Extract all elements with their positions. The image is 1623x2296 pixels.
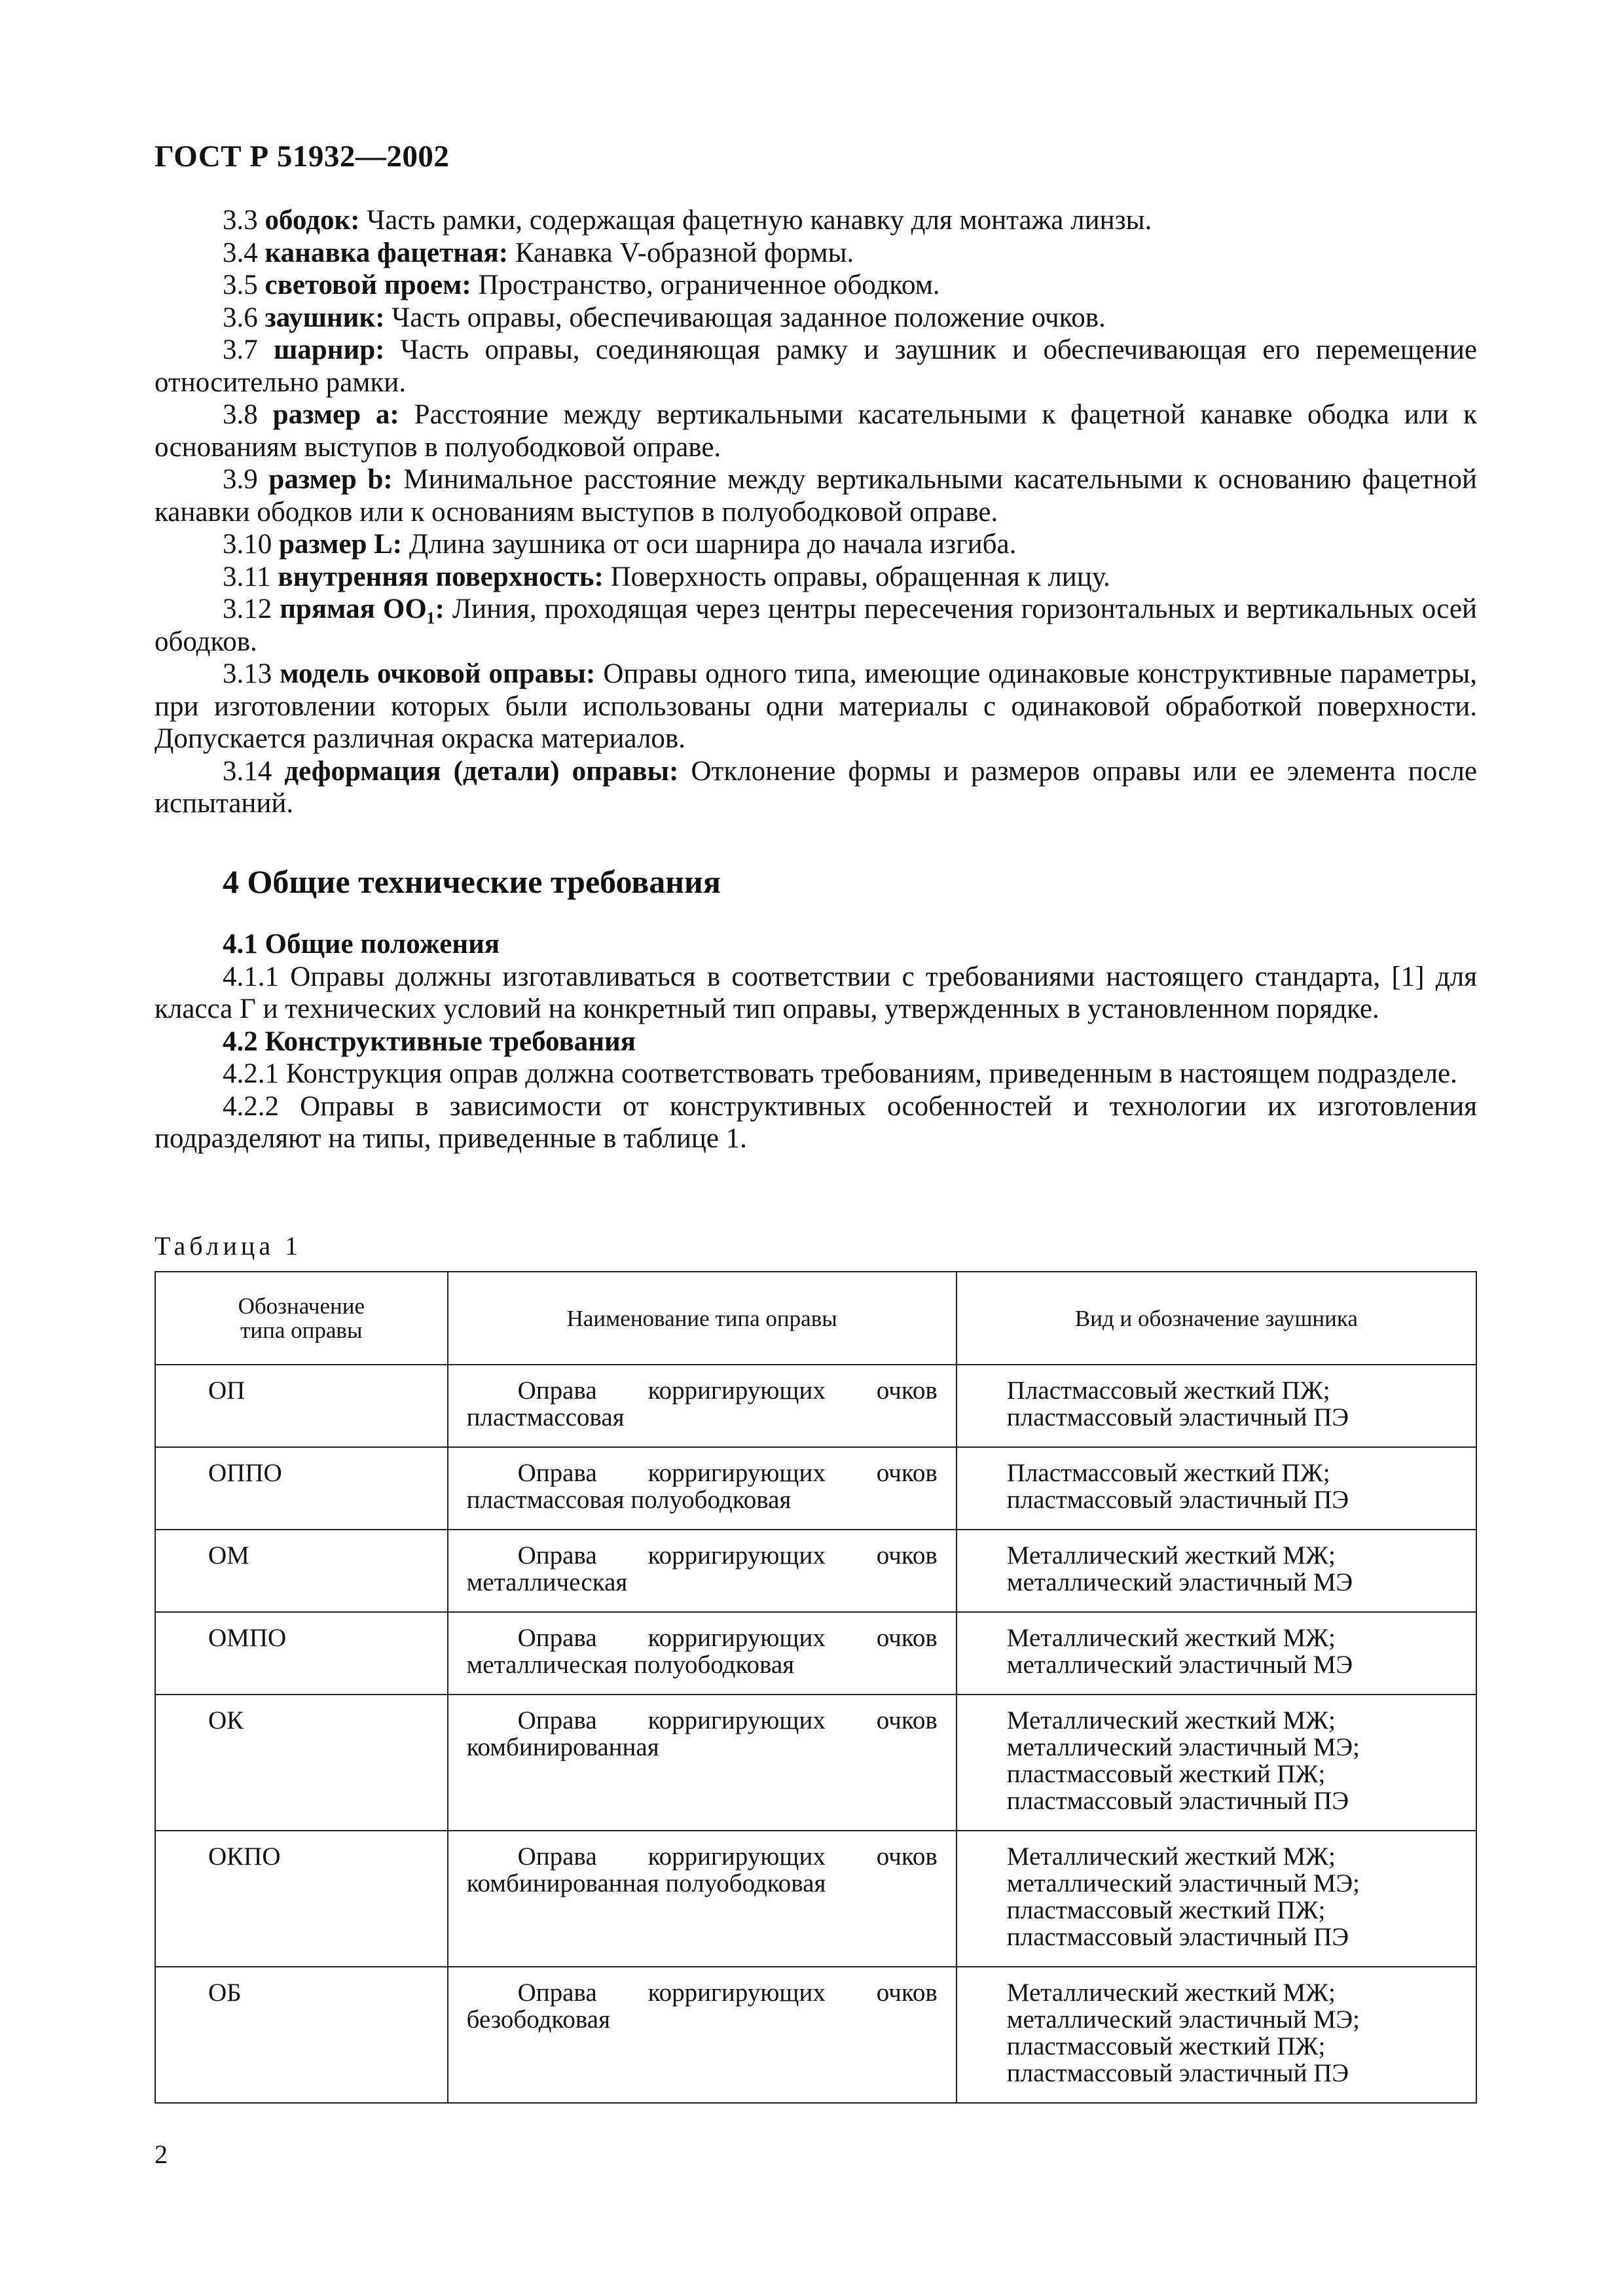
term: заушник: xyxy=(264,302,385,333)
term: ободок: xyxy=(264,205,360,236)
table-row xyxy=(155,1695,1476,1831)
table-row xyxy=(155,1530,1476,1612)
cell-temple: Металлический жесткий МЖ; металлический эластичный МЭ; пластмассовый жесткий ПЖ; пластмассовый эластичный ПЭ xyxy=(957,1831,1476,1967)
definition-3-4 xyxy=(155,237,1477,270)
cell-name: Оправа корригирующих очков комбинированная полуободковая xyxy=(448,1831,957,1967)
term: размер a: xyxy=(272,399,399,430)
definition-3-9 xyxy=(155,463,1477,528)
definition-text: Минимальное расстояние между вертикальными касательными к основанию фацетной канавки ободков или к основаниям выступов в полуободковой оправе. xyxy=(155,464,1477,528)
clause-number: 3.7 xyxy=(223,334,258,365)
header-frame-type-name: Наименование типа оправы xyxy=(448,1272,957,1365)
definition-3-5 xyxy=(155,269,1477,302)
cell-code: ОППО xyxy=(155,1447,448,1530)
definition-text: Отклонение формы и размеров оправы или ее элемента после испытаний. xyxy=(155,755,1478,819)
clause-number: 3.11 xyxy=(223,561,271,592)
definition-3-7 xyxy=(155,334,1477,399)
term: внутренняя поверхность: xyxy=(278,561,604,592)
definition-text: Линия, проходящая через центры пересечения горизонтальных и вертикальных осей ободков. xyxy=(155,594,1477,657)
definition-text: Канавка V-образной формы. xyxy=(508,237,854,268)
cell-code: ОКПО xyxy=(155,1831,448,1967)
table-1-caption: Таблица 1 xyxy=(155,1231,302,1261)
definition-text: Часть оправы, обеспечивающая заданное положение очков. xyxy=(384,302,1106,333)
cell-temple: Пластмассовый жесткий ПЖ; пластмассовый эластичный ПЭ xyxy=(957,1447,1476,1530)
document-body xyxy=(155,204,1477,1155)
definition-text: Пространство, ограниченное ободком. xyxy=(471,270,940,300)
cell-code: ОМПО xyxy=(155,1612,448,1695)
term: прямая OO₁: xyxy=(280,594,445,624)
clause-number: 3.14 xyxy=(223,755,272,787)
definition-text: Расстояние между вертикальными касательными к фацетной канавке ободка или к основаниям выступов в полуободковой оправе. xyxy=(155,399,1477,463)
clause-number: 3.13 xyxy=(223,658,272,689)
table-header-row xyxy=(155,1272,1476,1365)
clause-number: 3.9 xyxy=(223,464,258,495)
section-4-heading: 4 Общие технические требования xyxy=(223,863,721,900)
table-row xyxy=(155,1831,1476,1967)
definition-3-11 xyxy=(155,561,1477,594)
clause-number: 3.4 xyxy=(223,237,258,268)
header-frame-type-code: Обозначение типа оправы xyxy=(155,1272,448,1365)
definition-text: Оправы одного типа, имеющие одинаковые конструктивные параметры, при изготовлении которых были использованы одни материалы с одинаковой обработкой поверхности. Допускается различная окраска материалов. xyxy=(155,658,1478,754)
term: световой проем: xyxy=(264,270,471,300)
definition-3-14 xyxy=(155,755,1477,820)
cell-temple: Металлический жесткий МЖ; металлический эластичный МЭ xyxy=(957,1530,1476,1612)
cell-code: ОМ xyxy=(155,1530,448,1612)
paragraph-4-2-2: 4.2.2 Оправы в зависимости от конструктивных особенностей и технологии их изготовления подразделяют на типы, приведенные в таблице 1. xyxy=(155,1090,1477,1154)
definition-text: Часть рамки, содержащая фацетную канавку для монтажа линзы. xyxy=(359,205,1152,236)
header-temple-type: Вид и обозначение заушника xyxy=(957,1272,1476,1365)
definition-3-8 xyxy=(155,399,1477,463)
cell-name: Оправа корригирующих очков пластмассовая xyxy=(448,1365,957,1447)
cell-code: ОП xyxy=(155,1365,448,1447)
cell-temple: Металлический жесткий МЖ; металлический эластичный МЭ xyxy=(957,1612,1476,1695)
clause-number: 3.3 xyxy=(223,205,258,236)
subsection-4-1-heading: 4.1 Общие положения xyxy=(223,929,500,960)
definition-text: Длина заушника от оси шарнира до начала изгиба. xyxy=(402,529,1017,560)
table-1 xyxy=(155,1271,1477,2104)
clause-number: 3.6 xyxy=(223,302,258,333)
term: канавка фацетная: xyxy=(264,237,509,268)
term: модель очковой оправы: xyxy=(280,658,596,689)
clause-number: 3.10 xyxy=(223,529,272,560)
definition-3-12 xyxy=(155,593,1477,658)
cell-code: ОБ xyxy=(155,1967,448,2103)
table-row xyxy=(155,1365,1476,1447)
paragraph-4-2-1: 4.2.1 Конструкция оправ должна соответствовать требованиям, приведенным в настоящем подразделе. xyxy=(223,1058,1457,1089)
paragraph-4-1-1: 4.1.1 Оправы должны изготавливаться в соответствии с требованиями настоящего стандарта, [1] для класса Г и технических условий на конкретный тип оправы, утвержденных в установленном порядке. xyxy=(155,961,1477,1024)
cell-name: Оправа корригирующих очков металлическая xyxy=(448,1530,957,1612)
definition-3-13 xyxy=(155,658,1477,755)
subsection-4-2-heading: 4.2 Конструктивные требования xyxy=(223,1026,636,1057)
term: размер b: xyxy=(268,464,393,495)
cell-code: ОК xyxy=(155,1695,448,1831)
clause-number: 3.5 xyxy=(223,270,258,300)
term: деформация (детали) оправы: xyxy=(284,755,679,787)
table-row xyxy=(155,1967,1476,2103)
cell-name: Оправа корригирующих очков металлическая полуободковая xyxy=(448,1612,957,1695)
definition-3-6 xyxy=(155,302,1477,334)
term: шарнир: xyxy=(274,334,385,365)
standard-code-header: ГОСТ Р 51932—2002 xyxy=(155,139,450,173)
cell-name: Оправа корригирующих очков комбинированная xyxy=(448,1695,957,1831)
cell-temple: Металлический жесткий МЖ; металлический эластичный МЭ; пластмассовый жесткий ПЖ; пластмассовый эластичный ПЭ xyxy=(957,1967,1476,2103)
table-row xyxy=(155,1612,1476,1695)
term: размер L: xyxy=(279,529,403,560)
definition-text: Часть оправы, соединяющая рамку и заушник и обеспечивающая его перемещение относительно рамки. xyxy=(155,334,1477,398)
table-row xyxy=(155,1447,1476,1530)
definitions-list xyxy=(155,204,1477,820)
definition-text: Поверхность оправы, обращенная к лицу. xyxy=(603,561,1110,592)
page-number: 2 xyxy=(155,2140,168,2169)
clause-number: 3.12 xyxy=(223,594,272,624)
cell-temple: Пластмассовый жесткий ПЖ; пластмассовый эластичный ПЭ xyxy=(957,1365,1476,1447)
definition-3-10 xyxy=(155,528,1477,561)
cell-name: Оправа корригирующих очков пластмассовая полуободковая xyxy=(448,1447,957,1530)
clause-number: 3.8 xyxy=(223,399,258,430)
cell-temple: Металлический жесткий МЖ; металлический эластичный МЭ; пластмассовый жесткий ПЖ; пластмассовый эластичный ПЭ xyxy=(957,1695,1476,1831)
cell-name: Оправа корригирующих очков безободковая xyxy=(448,1967,957,2103)
definition-3-3 xyxy=(155,204,1477,237)
